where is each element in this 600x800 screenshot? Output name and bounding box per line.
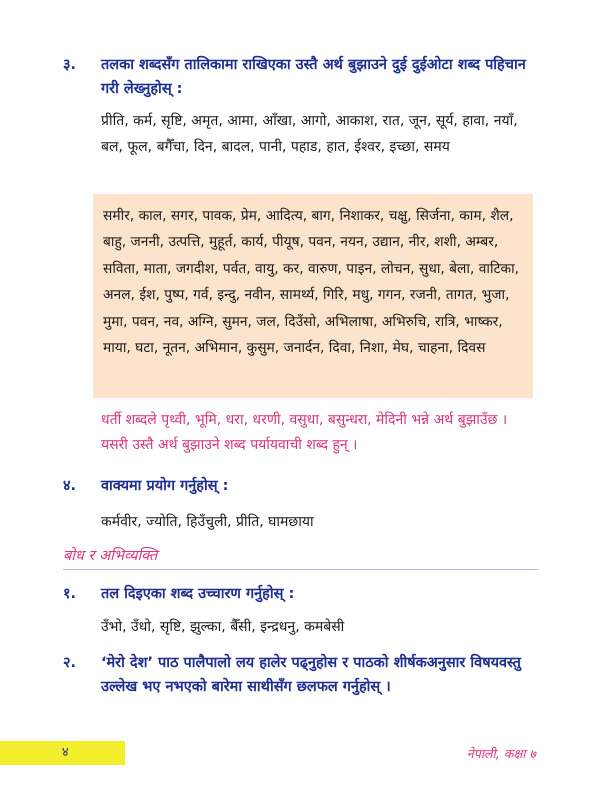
- question-3-instruction: तलका शब्दसँग तालिकामा राखिएका उस्तै अर्थ बुझाउने दुई दुईओटा शब्द पहिचान गरी लेख्नुहोस् :: [101, 57, 526, 97]
- question-4-word-list: कर्मवीर, ज्योति, हिउँचुली, प्रीति, घामछाया: [101, 514, 314, 530]
- section-question-2-number: २.: [63, 655, 77, 671]
- synonym-box: [93, 194, 533, 398]
- question-4-number: ४.: [63, 478, 77, 494]
- synonym-note: धर्ती शब्दले पृथ्वी, भूमि, धरा, धरणी, वसुधा, बसुन्धरा, मेदिनी भन्ने अर्थ बुझाउँछ । यसरी उस्तै अर्थ बुझाउने शब्द पर्यायवाची शब्द हुन् ।: [101, 412, 508, 453]
- section-divider: [63, 569, 538, 570]
- section-heading: बोध र अभिव्यक्ति: [63, 548, 158, 564]
- question-4-instruction: वाक्यमा प्रयोग गर्नुहोस् :: [101, 478, 229, 494]
- page-number: ४: [62, 745, 69, 760]
- question-3-number: ३.: [63, 57, 77, 73]
- section-question-1-number: १.: [63, 586, 77, 602]
- synonym-box-words: समीर, काल, सगर, पावक, प्रेम, आदित्य, बाग, निशाकर, चक्षु, सिर्जना, काम, शैल, बाहु, जननी, उत्पत्ति, मुहूर्त, कार्य, पीयूष, पवन, नयन, उद्यान, नीर, शशी, अम्बर, सविता, माता, जगदीश, पर्वत, वायु, कर, वारुण, पाइन, लोचन, सुधा, बेला, वाटिका, अनल, ईश, पुष्प, गर्व, इन्दु, नवीन, सामर्थ्य, गिरि, मधु, गगन, रजनी, तागत, भुजा, मुमा, पवन, नव, अग्नि, सुमन, जल, दिउँसो, अभिलाषा, अभिरुचि, रात्रि, भाष्कर, माया, घटा, नूतन, अभिमान, कुसुम, जनार्दन, दिवा, निशा, मेघ, चाहना, दिवस: [103, 208, 520, 357]
- section-question-1-word-list: उँभो, उँधो, सृष्टि, झुल्का, बैँसी, इन्द्रधनु, कमबेसी: [101, 619, 345, 635]
- section-question-2-instruction: ‘मेरो देश’ पाठ पालैपालो लय हालेर पढ्नुहोस र पाठको शीर्षकअनुसार विषयवस्तु उल्लेख भए नभएको बारेमा साथीसँग छलफल गर्नुहोस् ।: [101, 655, 521, 695]
- question-3-word-list: प्रीति, कर्म, सृष्टि, अमृत, आमा, आँखा, आगो, आकाश, रात, जून, सूर्य, हावा, नयाँ, बल, फूल, बगैँचा, दिन, बादल, पानी, पहाड, हात, ईश्वर, इच्छा, समय: [101, 113, 518, 155]
- footer-subject-grade: नेपाली, कक्षा ७: [466, 746, 536, 761]
- section-question-1-instruction: तल दिइएका शब्द उच्चारण गर्नुहोस् :: [101, 586, 295, 602]
